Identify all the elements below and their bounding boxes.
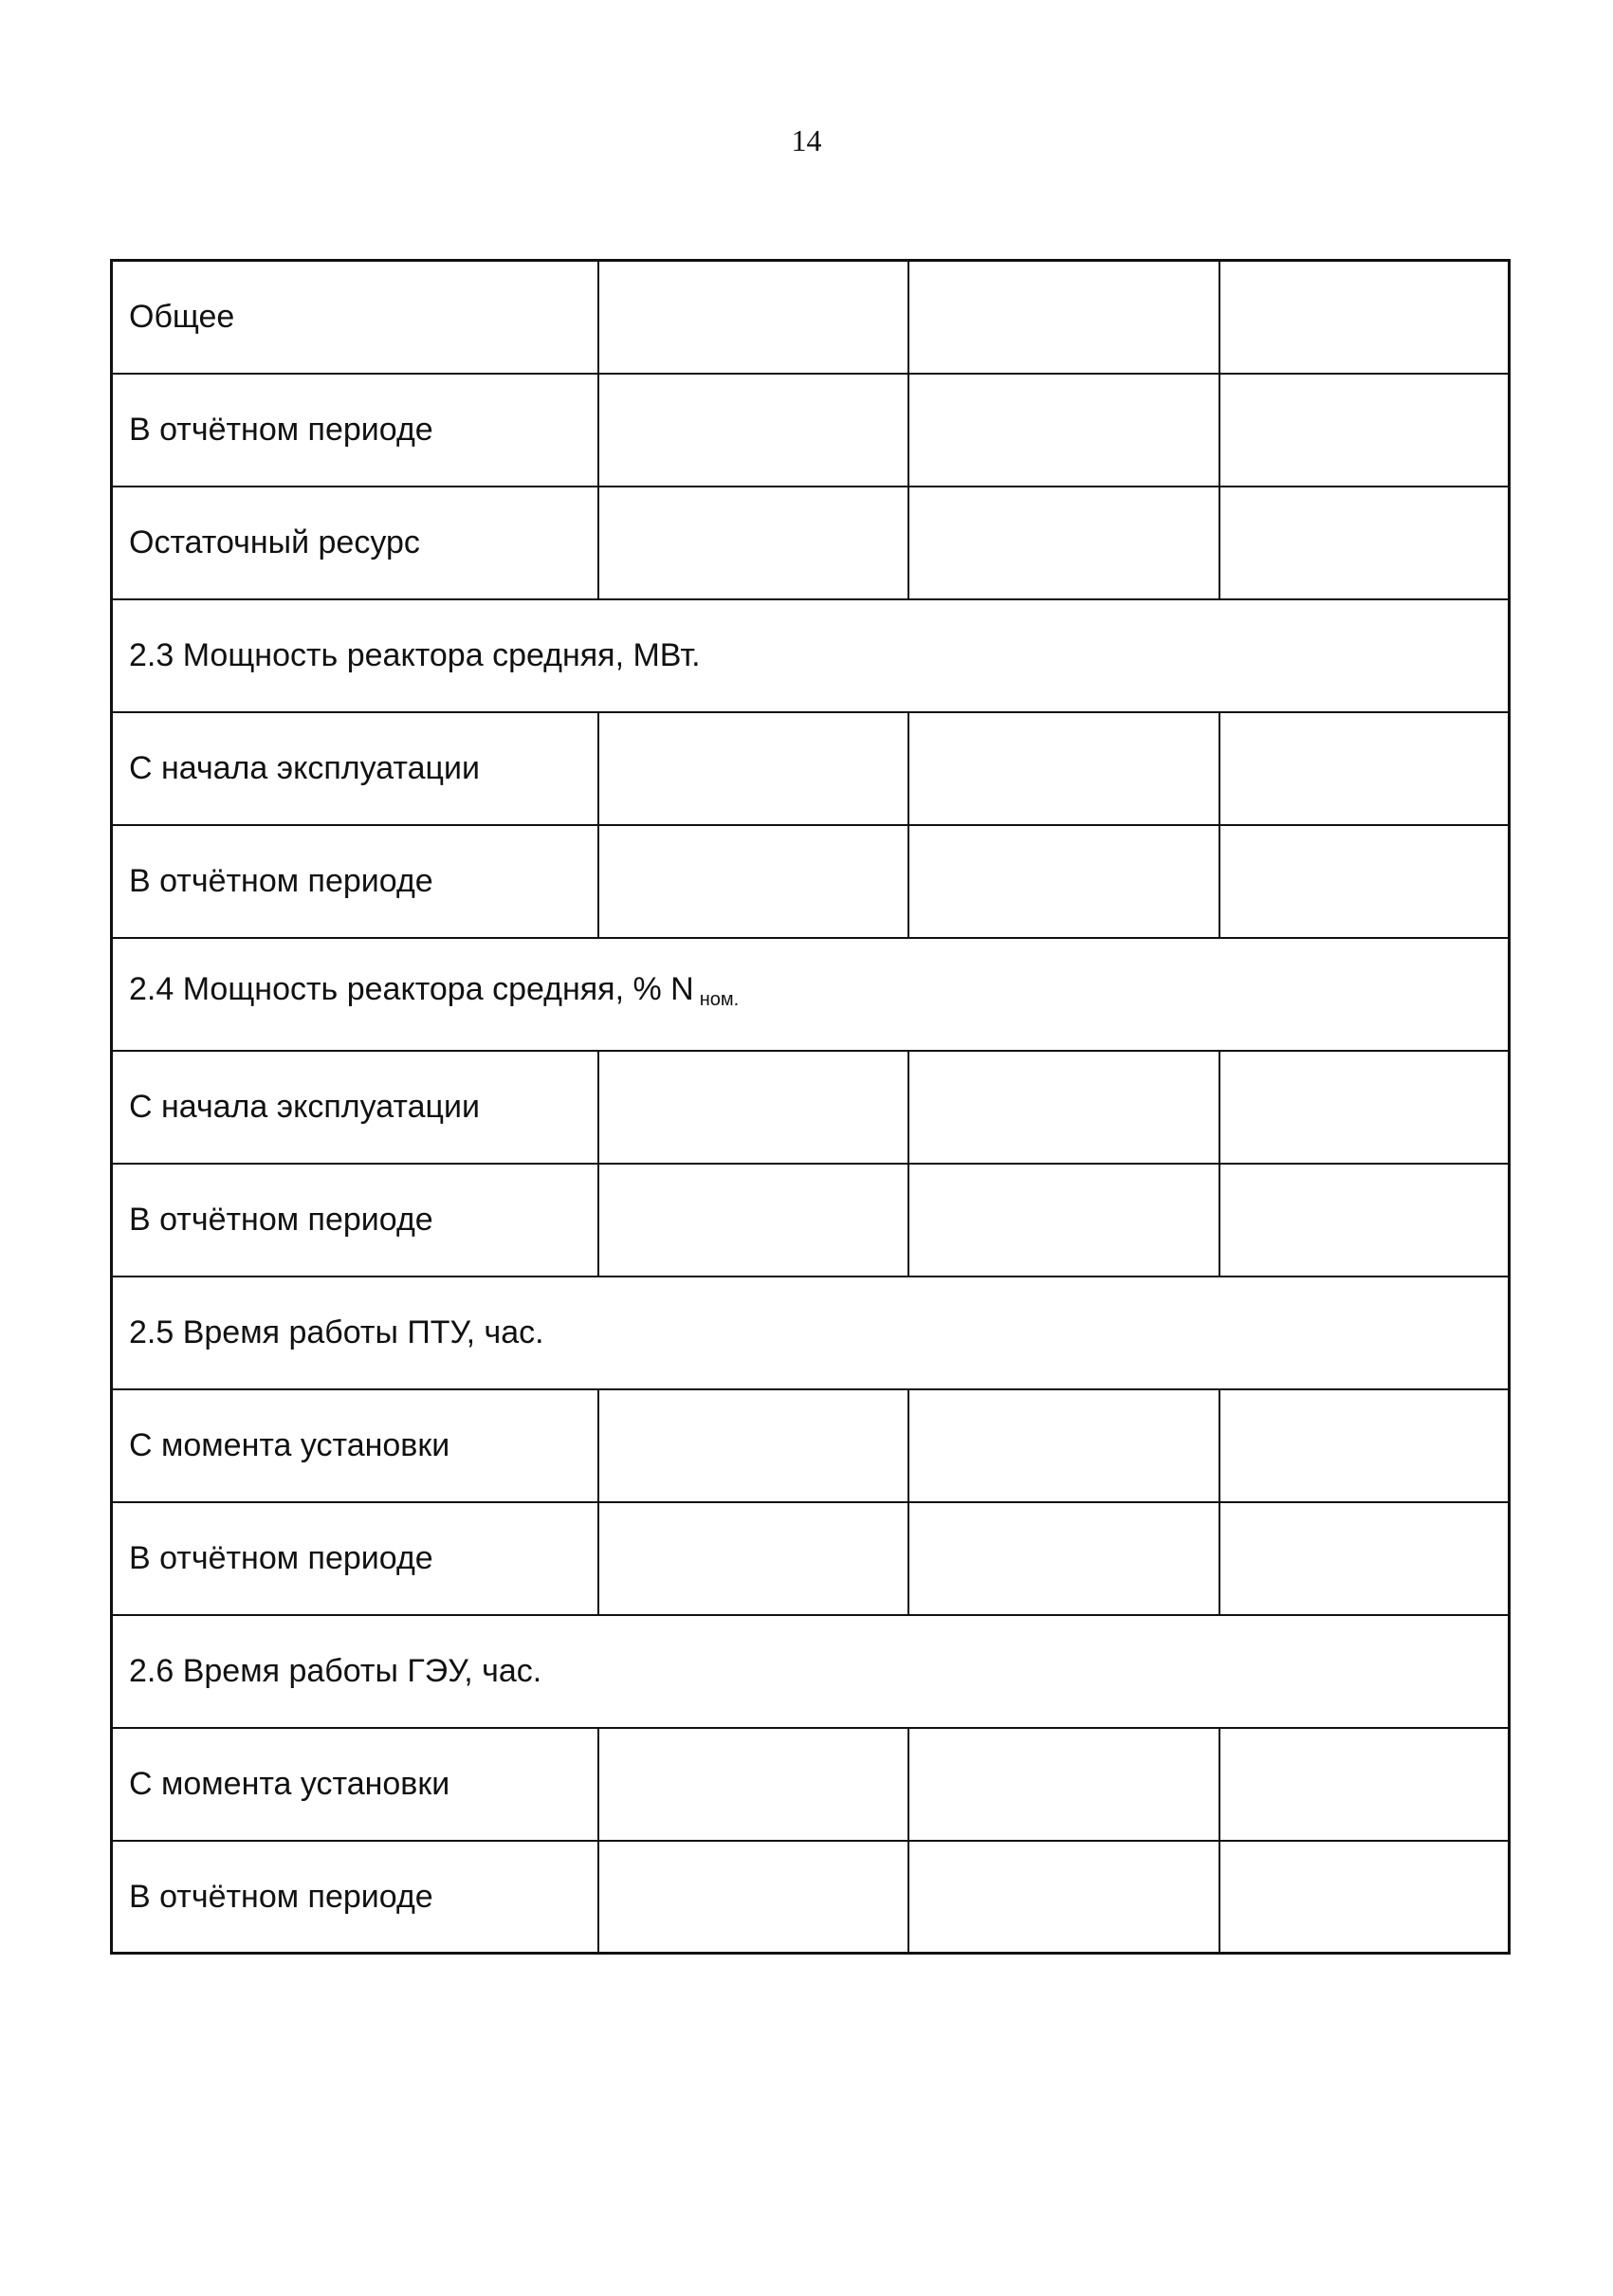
table-row bbox=[112, 1051, 1510, 1164]
row-label: Остаточный ресурс bbox=[112, 487, 598, 599]
value-cell bbox=[908, 1164, 1219, 1277]
row-label: С момента установки bbox=[112, 1728, 598, 1841]
table-row bbox=[112, 487, 1510, 599]
value-cell bbox=[908, 1841, 1219, 1954]
section-row bbox=[112, 1615, 1510, 1728]
value-cell bbox=[598, 712, 908, 825]
table-row bbox=[112, 1502, 1510, 1615]
section-heading bbox=[112, 938, 1510, 1051]
value-cell bbox=[908, 712, 1219, 825]
value-cell bbox=[1219, 825, 1510, 938]
row-label: В отчётном периоде bbox=[112, 1841, 598, 1954]
value-cell bbox=[908, 1051, 1219, 1164]
value-cell bbox=[908, 374, 1219, 487]
value-cell bbox=[908, 261, 1219, 374]
section-heading-subscript: ном. bbox=[699, 988, 740, 1010]
value-cell bbox=[598, 825, 908, 938]
row-label: В отчётном периоде bbox=[112, 1164, 598, 1277]
section-row bbox=[112, 938, 1510, 1051]
row-label: В отчётном периоде bbox=[112, 825, 598, 938]
table-row bbox=[112, 712, 1510, 825]
row-label: В отчётном периоде bbox=[112, 1502, 598, 1615]
value-cell bbox=[598, 261, 908, 374]
value-cell bbox=[598, 1502, 908, 1615]
section-row bbox=[112, 599, 1510, 712]
page-number: 14 bbox=[791, 123, 822, 157]
value-cell bbox=[1219, 712, 1510, 825]
section-heading: 2.5 Время работы ПТУ, час. bbox=[112, 1277, 1510, 1389]
table-row bbox=[112, 825, 1510, 938]
value-cell bbox=[1219, 487, 1510, 599]
table-row bbox=[112, 1164, 1510, 1277]
value-cell bbox=[908, 487, 1219, 599]
value-cell bbox=[908, 1389, 1219, 1502]
section-heading-text: 2.4 Мощность реактора средняя, % N bbox=[129, 970, 694, 1007]
value-cell bbox=[1219, 1389, 1510, 1502]
value-cell bbox=[598, 1389, 908, 1502]
value-cell bbox=[598, 374, 908, 487]
value-cell bbox=[908, 825, 1219, 938]
value-cell bbox=[1219, 1051, 1510, 1164]
table-row bbox=[112, 1728, 1510, 1841]
value-cell bbox=[1219, 1164, 1510, 1277]
value-cell bbox=[1219, 1728, 1510, 1841]
value-cell bbox=[598, 1051, 908, 1164]
row-label: С начала эксплуатации bbox=[112, 1051, 598, 1164]
row-label: С момента установки bbox=[112, 1389, 598, 1502]
section-heading: 2.6 Время работы ГЭУ, час. bbox=[112, 1615, 1510, 1728]
section-heading: 2.3 Мощность реактора средняя, МВт. bbox=[112, 599, 1510, 712]
value-cell bbox=[908, 1728, 1219, 1841]
value-cell bbox=[598, 1841, 908, 1954]
row-label: С начала эксплуатации bbox=[112, 712, 598, 825]
value-cell bbox=[598, 487, 908, 599]
section-row bbox=[112, 1277, 1510, 1389]
table-row bbox=[112, 1841, 1510, 1954]
table-row bbox=[112, 374, 1510, 487]
value-cell bbox=[1219, 261, 1510, 374]
report-table bbox=[110, 259, 1511, 1955]
value-cell bbox=[598, 1728, 908, 1841]
value-cell bbox=[1219, 1502, 1510, 1615]
row-label: Общее bbox=[112, 261, 598, 374]
value-cell bbox=[1219, 1841, 1510, 1954]
table-row bbox=[112, 261, 1510, 374]
value-cell bbox=[908, 1502, 1219, 1615]
value-cell bbox=[1219, 374, 1510, 487]
row-label: В отчётном периоде bbox=[112, 374, 598, 487]
value-cell bbox=[598, 1164, 908, 1277]
table-row bbox=[112, 1389, 1510, 1502]
